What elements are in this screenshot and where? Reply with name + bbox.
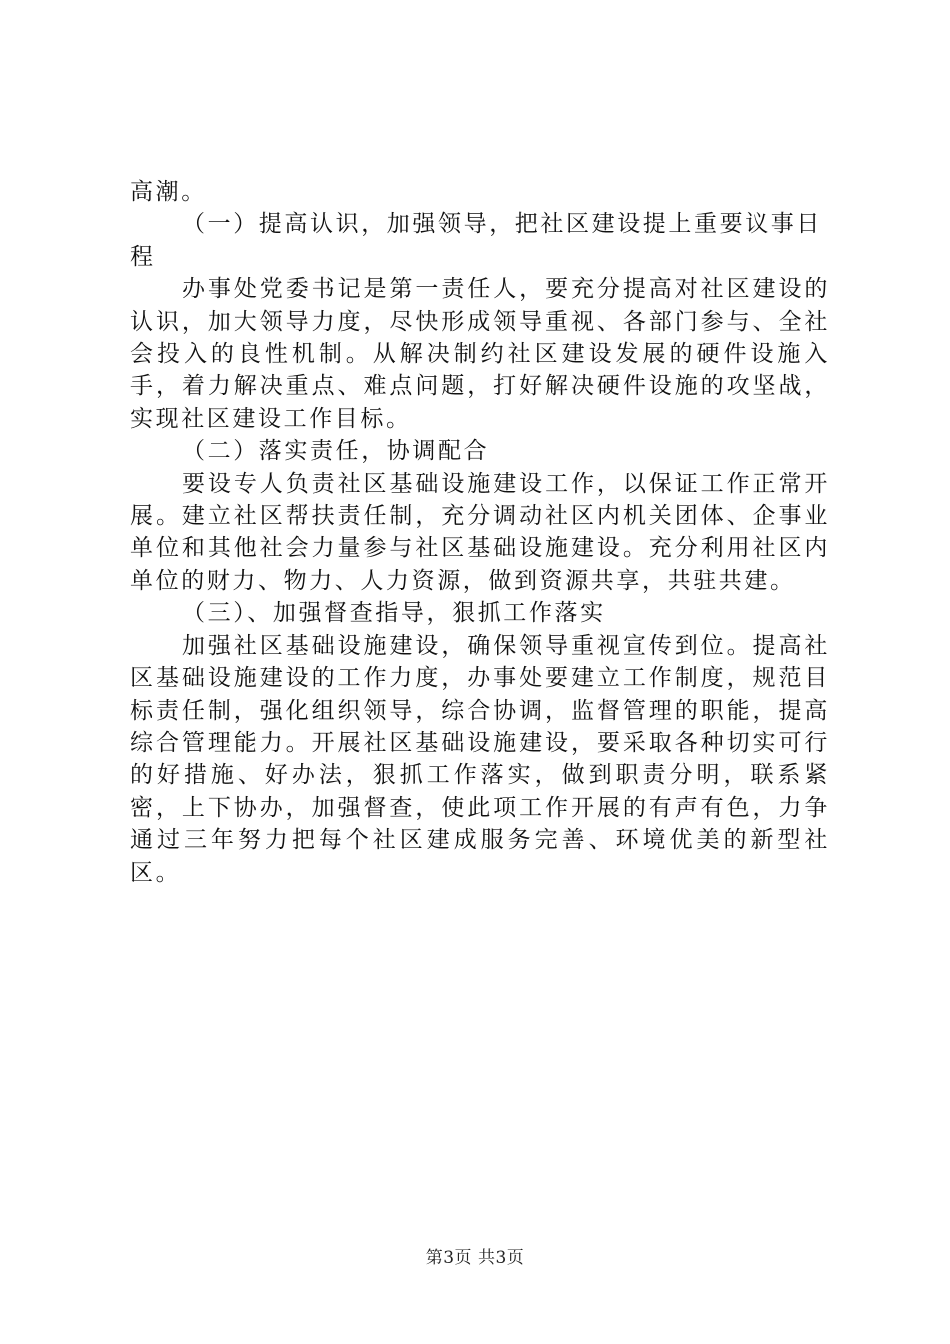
section-heading-2: （二）落实责任，协调配合 — [182, 438, 490, 465]
paragraph-continuation: 高潮。 — [130, 179, 207, 205]
paragraph-section-1: 办事处党委书记是第一责任人，要充分提高对社区建设的认识，加大领导力度，尽快形成领导重视、各部门参与、全社会投入的良性机制。从解决制约社区建设发展的硬件设施入手，着力解决重点、难点问题，打好解决硬件设施的攻坚战，实现社区建设工作目标。 — [130, 276, 830, 432]
page-number-footer: 第3页 共3页 — [425, 1248, 525, 1268]
paragraph-section-3: 加强社区基础设施建设，确保领导重视宣传到位。提高社区基础设施建设的工作力度，办事处要建立工作制度，规范目标责任制，强化组织领导，综合协调，监督管理的职能，提高综合管理能力。开展社区基础设施建设，要采取各种切实可行的好措施、好办法，狠抓工作落实，做到职责分明，联系紧密，上下协办，加强督查，使此项工作开展的有声有色，力争通过三年努力把每个社区建成服务完善、环境优美的新型社区。 — [130, 632, 830, 886]
section-heading-3: （三）、加强督查指导，狠抓工作落实 — [182, 600, 606, 627]
document-body — [130, 176, 830, 889]
paragraph-section-2: 要设专人负责社区基础设施建设工作，以保证工作正常开展。建立社区帮扶责任制，充分调动社区内机关团体、企事业单位和其他社会力量参与社区基础设施建设。充分利用社区内单位的财力、物力、人力资源，做到资源共享，共驻共建。 — [130, 470, 830, 594]
section-heading-1: （一）提高认识，加强领导，把社区建设提上重要议事日程 — [130, 211, 822, 270]
